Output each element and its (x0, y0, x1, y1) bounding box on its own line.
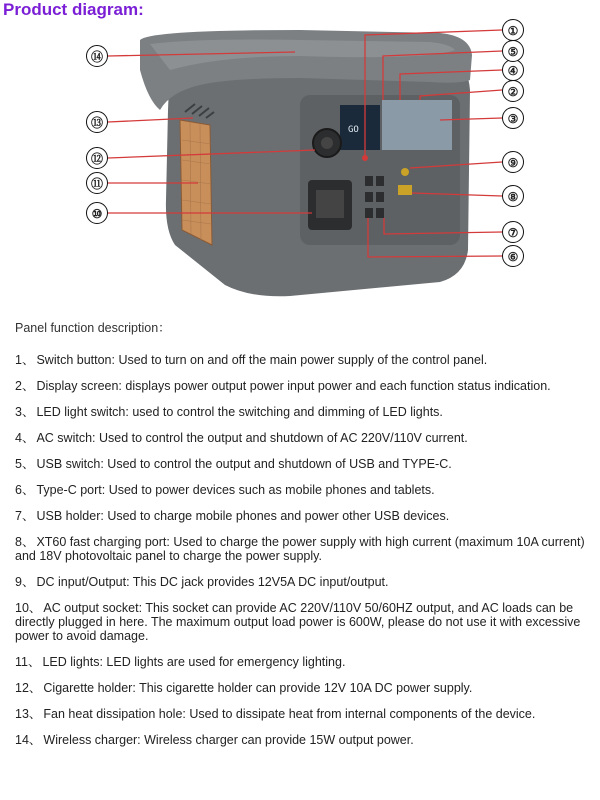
dc-port (401, 168, 409, 176)
callout-4: ④ (502, 59, 524, 81)
callout-14: ⑭ (86, 45, 108, 67)
list-item: 3、 LED light switch: used to control the switching and dimming of LED lights. (15, 405, 443, 419)
list-item: 8、 XT60 fast charging port: Used to charge the power supply with high current (maximum 10A current) and 18V photovoltaic panel to charge the power supply. (15, 535, 585, 563)
callout-7: ⑦ (502, 221, 524, 243)
svg-text:GO: GO (348, 125, 359, 135)
callout-2: ② (502, 80, 524, 102)
list-item: 14、 Wireless charger: Wireless charger can provide 15W output power. (15, 733, 414, 747)
list-item: 5、 USB switch: Used to control the output and shutdown of USB and TYPE-C. (15, 457, 452, 471)
list-item: 4、 AC switch: Used to control the output and shutdown of AC 220V/110V current. (15, 431, 468, 445)
list-item: 11、 LED lights: LED lights are used for emergency lighting. (15, 655, 346, 669)
list-item: 7、 USB holder: Used to charge mobile phones and power other USB devices. (15, 509, 450, 523)
function-description (15, 318, 590, 759)
callout-3: ③ (502, 107, 524, 129)
callout-13: ⑬ (86, 111, 108, 133)
callout-6: ⑥ (502, 245, 524, 267)
page-title: Product diagram: (3, 0, 144, 19)
callout-1: ① (502, 19, 524, 41)
description-heading: Panel function description： (15, 321, 171, 335)
callout-11: ⑪ (86, 172, 108, 194)
list-item: 2、 Display screen: displays power output power input power and each function status indication. (15, 379, 551, 393)
list-item: 12、 Cigarette holder: This cigarette holder can provide 12V 10A DC power supply. (15, 681, 473, 695)
list-item: 13、 Fan heat dissipation hole: Used to dissipate heat from internal components of the device. (15, 707, 536, 721)
list-item: 10、 AC output socket: This socket can provide AC 220V/110V 50/60HZ output, and AC loads can be directly plugged in here. The maximum output load power is 600W, please do not use it with excessive power to avoid damage. (15, 601, 581, 643)
list-item: 6、 Type-C port: Used to power devices such as mobile phones and tablets. (15, 483, 435, 497)
display-screen (340, 105, 380, 150)
list-item: 1、 Switch button: Used to turn on and off the main power supply of the control panel. (15, 353, 488, 367)
callout-9: ⑨ (502, 151, 524, 173)
callout-5: ⑤ (502, 40, 524, 62)
callout-8: ⑧ (502, 185, 524, 207)
callout-10: ⑩ (86, 202, 108, 224)
xt60-port (398, 185, 412, 195)
callout-12: ⑫ (86, 147, 108, 169)
list-item: 9、 DC input/Output: This DC jack provides 12V5A DC input/output. (15, 575, 389, 589)
